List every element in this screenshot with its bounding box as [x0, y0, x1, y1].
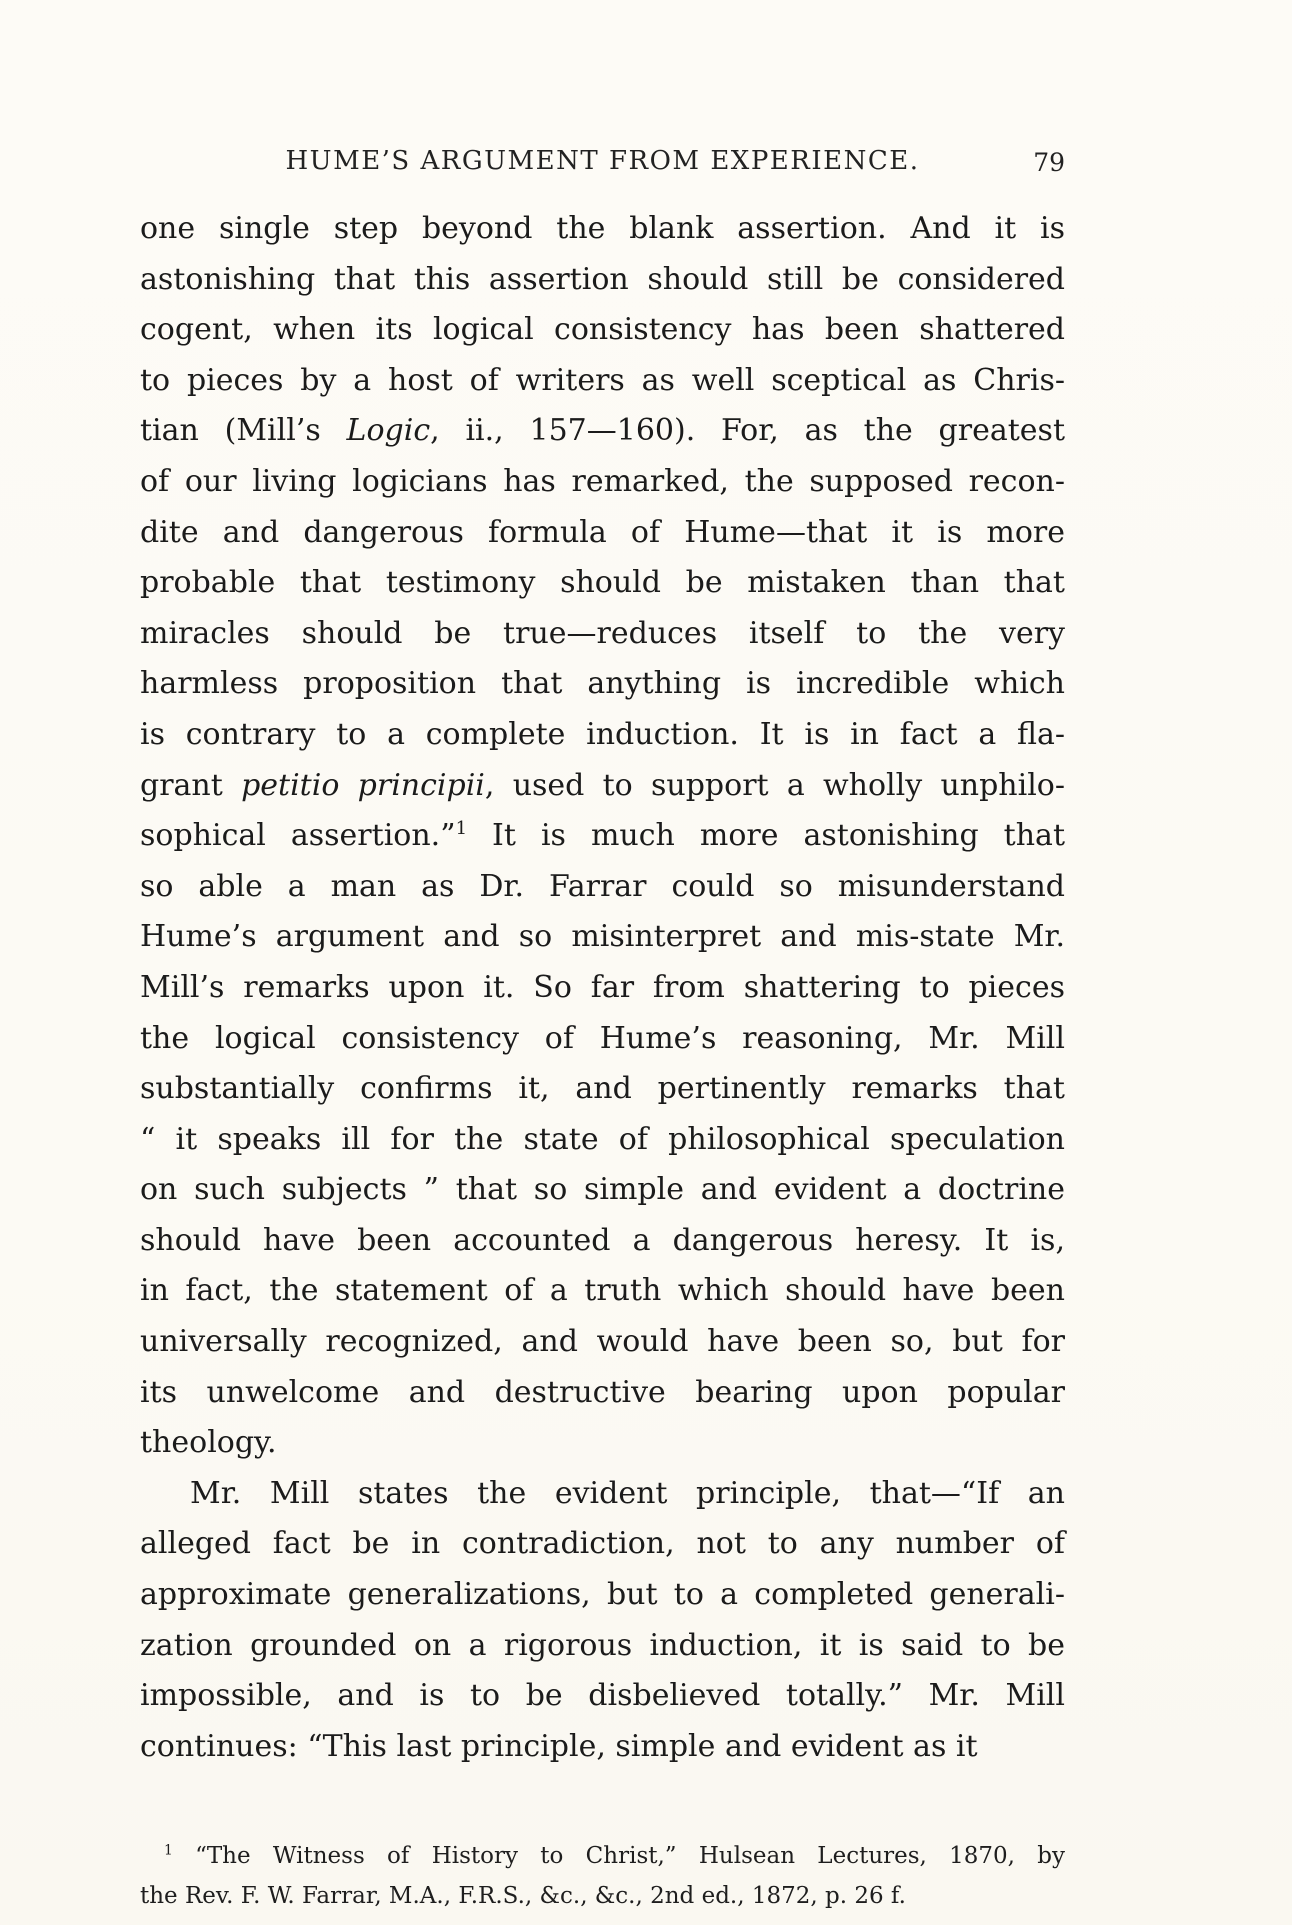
text-line: probable that testimony should be mistaken than that [140, 565, 1065, 601]
text-line: impossible, and is to be disbelieved totally.” Mr. Mill [140, 1678, 1065, 1714]
text-line: astonishing that this assertion should still be considered [140, 261, 1065, 297]
text-line: should have been accounted a dangerous heresy. It is, [140, 1222, 1065, 1258]
footnote-line: $^1$ “The Witness of History to Christ,” Hulsean Lectures, 1870, by [164, 1842, 1065, 1869]
text-line: grant petitio principii, used to support a wholly unphilo- [140, 767, 1065, 803]
text-line: miracles should be true—reduces itself to the very [140, 615, 1065, 651]
footnote-marker: 1 [164, 1842, 173, 1859]
text-line: dite and dangerous formula of Hume—that it is more [140, 514, 1065, 550]
text-line: harmless proposition that anything is incredible which [140, 666, 1065, 702]
text-line: in fact, the statement of a truth which should have been [140, 1273, 1065, 1309]
body-text [140, 204, 1065, 1772]
paragraph [140, 1469, 1065, 1773]
text-line: sophical assertion.”$^1$ It is much more astonishing that [140, 818, 1065, 854]
text-line: to pieces by a host of writers as well sceptical as Chris- [140, 362, 1065, 398]
page-number: 79 [1033, 148, 1065, 177]
text-line: alleged fact be in contradiction, not to any number of [140, 1526, 1065, 1562]
text-line: so able a man as Dr. Farrar could so misunderstand [140, 868, 1065, 904]
text-line: universally recognized, and would have been so, but for [140, 1324, 1065, 1360]
paragraph [140, 204, 1065, 1469]
running-header [140, 146, 1065, 180]
text-line: cogent, when its logical consistency has been shattered [140, 312, 1065, 348]
page-header-title: HUME’S ARGUMENT FROM EXPERIENCE. [285, 146, 920, 176]
footnote [140, 1836, 1065, 1916]
text-line: its unwelcome and destructive bearing upon popular [140, 1374, 1065, 1410]
text-line: zation grounded on a rigorous induction, it is said to be [140, 1627, 1065, 1663]
text-line: the logical consistency of Hume’s reasoning, Mr. Mill [140, 1020, 1065, 1056]
footnote-marker: 1 [455, 818, 468, 840]
text-line: continues: “This last principle, simple and evident as it [140, 1728, 978, 1764]
text-line: “ it speaks ill for the state of philosophical speculation [140, 1121, 1065, 1157]
text-line: substantially confirms it, and pertinently remarks that [140, 1071, 1065, 1107]
text-line: Hume’s argument and so misinterpret and mis-state Mr. [140, 919, 1065, 955]
text-line: theology. [140, 1425, 277, 1461]
text-line: tian (Mill’s Logic, ii., 157—160). For, as the greatest [140, 413, 1065, 449]
text-line: Mr. Mill states the evident principle, that—“If an [190, 1475, 1065, 1511]
text-line: one single step beyond the blank assertion. And it is [140, 211, 1065, 246]
text-line: Mill’s remarks upon it. So far from shattering to pieces [140, 969, 1065, 1005]
footnote-line: the Rev. F. W. Farrar, M.A., F.R.S., &c., &c., 2nd ed., 1872, p. 26 f. [140, 1883, 906, 1909]
text-line: is contrary to a complete induction. It is in fact a fla- [140, 716, 1065, 752]
text-line: of our living logicians has remarked, the supposed recon- [140, 463, 1065, 499]
text-line: on such subjects ” that so simple and evident a doctrine [140, 1172, 1065, 1208]
text-line: approximate generalizations, but to a completed generali- [140, 1577, 1065, 1613]
